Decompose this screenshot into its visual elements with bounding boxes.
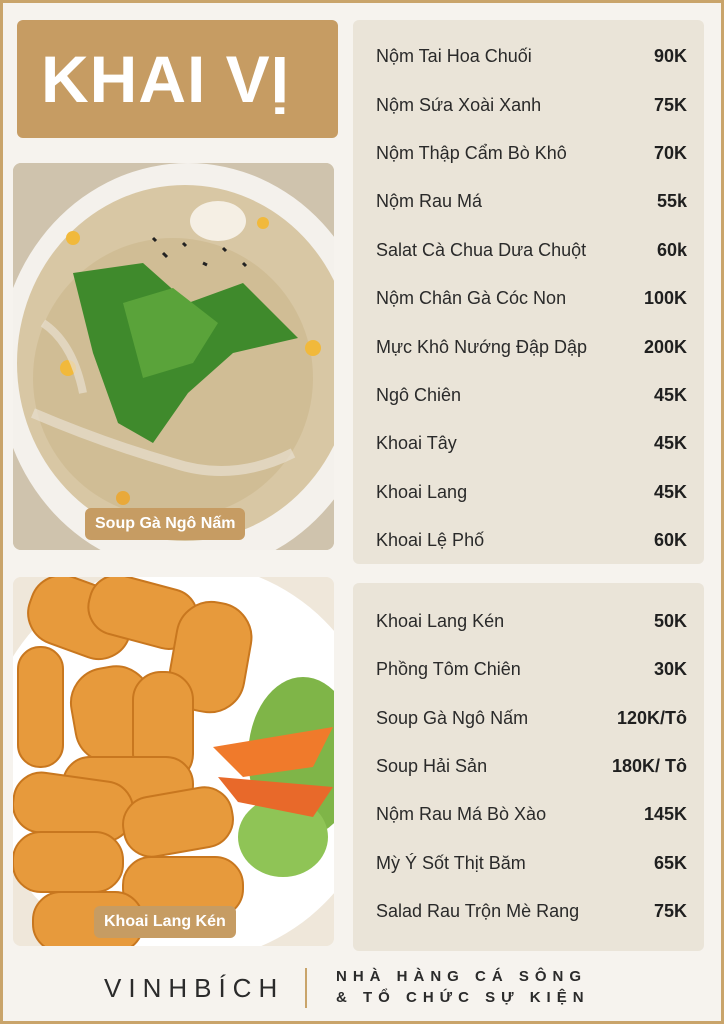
menu-item-name: Khoai Lệ Phố (376, 529, 485, 550)
tagline-line-2: & TỔ CHỨC SỰ KIỆN (336, 989, 590, 1006)
menu-item (376, 335, 687, 359)
menu-panel-extras (353, 583, 704, 951)
menu-item-name: Salat Cà Chua Dưa Chuột (376, 239, 587, 260)
menu-item-price: 60k (656, 239, 687, 260)
menu-item-name: Ngô Chiên (376, 384, 462, 405)
menu-item (376, 141, 687, 165)
title-banner (17, 20, 338, 138)
footer (0, 960, 724, 1016)
menu-item-name: Mực Khô Nướng Đập Dập (376, 336, 587, 357)
menu-item-name: Khoai Tây (376, 432, 457, 453)
menu-item (376, 238, 687, 262)
menu-item-name: Khoai Lang (376, 481, 468, 502)
menu-item (376, 657, 687, 681)
menu-item-name: Nộm Chân Gà Cóc Non (376, 287, 567, 308)
menu-item-name: Nộm Rau Má Bò Xào (376, 803, 547, 824)
sweet-potato-caption: Khoai Lang Kén (94, 906, 236, 938)
menu-item-name: Mỳ Ý Sốt Thịt Băm (376, 852, 526, 873)
soup-photo (13, 163, 334, 550)
soup-caption: Soup Gà Ngô Nấm (85, 508, 245, 540)
menu-item-price: 60K (653, 529, 687, 550)
menu-panel-appetizers (353, 20, 704, 564)
menu-item (376, 754, 687, 778)
menu-item-name: Salad Rau Trộn Mè Rang (376, 900, 580, 921)
menu-item-name: Soup Hải Sản (376, 755, 488, 776)
menu-item-name: Phồng Tôm Chiên (376, 658, 521, 679)
menu-item-price: 45K (653, 481, 687, 502)
menu-item-price: 180K/ Tô (611, 755, 687, 776)
menu-item-price: 50K (653, 610, 687, 631)
tagline-line-1: NHÀ HÀNG CÁ SÔNG (336, 968, 588, 985)
menu-item-name: Nộm Tai Hoa Chuối (376, 45, 532, 66)
sweet-potato-photo (13, 577, 334, 946)
menu-item-name: Nộm Rau Má (376, 190, 483, 211)
menu-item-price: 90K (653, 45, 687, 66)
menu-item (376, 851, 687, 875)
menu-item-name: Nộm Sứa Xoài Xanh (376, 94, 542, 115)
menu-item-price: 120K/Tô (616, 707, 687, 728)
menu-item-price: 200K (643, 336, 687, 357)
page-title: KHAI VỊ (41, 42, 291, 116)
menu-item (376, 480, 687, 504)
menu-item-price: 100K (643, 287, 687, 308)
menu-item-price: 70K (653, 142, 687, 163)
menu-item-name: Nộm Thập Cẩm Bò Khô (376, 142, 567, 163)
brand-name: VINHBÍCH (104, 973, 285, 1003)
menu-item (376, 189, 687, 213)
menu-item-name: Khoai Lang Kén (376, 610, 505, 631)
menu-item-price: 75K (653, 900, 687, 921)
menu-item (376, 44, 687, 68)
menu-item (376, 93, 687, 117)
menu-item (376, 899, 687, 923)
menu-item (376, 431, 687, 455)
menu-item-price: 65K (653, 852, 687, 873)
menu-item-price: 75K (653, 94, 687, 115)
menu-item-price: 30K (653, 658, 687, 679)
menu-item-name: Soup Gà Ngô Nấm (376, 707, 529, 728)
menu-item-price: 55k (656, 190, 687, 211)
menu-item-price: 45K (653, 432, 687, 453)
menu-item-price: 45K (653, 384, 687, 405)
menu-item (376, 609, 687, 633)
menu-item (376, 528, 687, 552)
footer-divider (305, 968, 307, 1008)
menu-item (376, 802, 687, 826)
menu-item (376, 706, 687, 730)
menu-item-price: 145K (643, 803, 687, 824)
menu-item (376, 383, 687, 407)
menu-item (376, 286, 687, 310)
